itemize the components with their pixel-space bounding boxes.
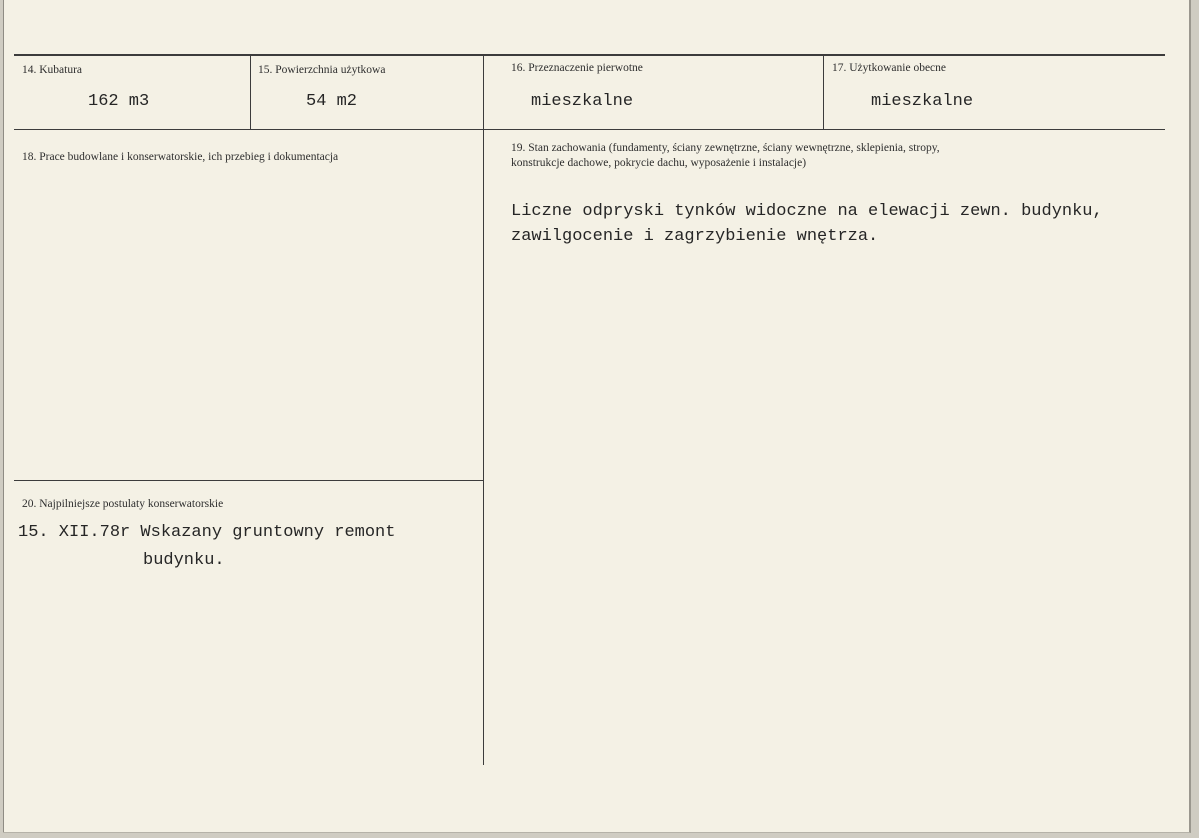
field-16-label: 16. Przeznaczenie pierwotne — [511, 62, 643, 74]
field-17-label: 17. Użytkowanie obecne — [832, 62, 947, 74]
field-19-label-line-2: konstrukcje dachowe, pokrycie dachu, wyposażenie i instalacje) — [511, 157, 807, 169]
field-14-label: 14. Kubatura — [22, 64, 83, 76]
row-divider-lower-left — [14, 480, 484, 481]
top-rule — [14, 54, 1165, 56]
field-17-value: mieszkalne — [871, 92, 974, 111]
field-19-text-line-2: zawilgocenie i zagrzybienie wnętrza. — [511, 227, 879, 246]
field-20-label: 20. Najpilniejsze postulaty konserwatorskie — [22, 498, 224, 510]
field-18-label: 18. Prace budowlane i konserwatorskie, ich przebieg i dokumentacja — [22, 151, 339, 163]
record-card — [3, 0, 1191, 833]
field-20-text-line-2: budynku. — [143, 551, 225, 570]
col-divider-16-17 — [823, 55, 824, 130]
field-20-text-line-1: 15. XII.78r Wskazany gruntowny remont — [18, 523, 396, 542]
field-14-value: 162 m3 — [88, 92, 150, 111]
field-16-value: mieszkalne — [531, 92, 634, 111]
row-divider-upper — [14, 129, 1165, 130]
col-divider-14-15 — [250, 55, 251, 130]
field-15-value: 54 m2 — [306, 92, 358, 111]
col-divider-main — [483, 55, 484, 765]
field-19-label-line-1: 19. Stan zachowania (fundamenty, ściany zewnętrzne, ściany wewnętrzne, sklepienia, stropy, — [511, 142, 940, 154]
field-19-text-line-1: Liczne odpryski tynków widoczne na elewacji zewn. budynku, — [511, 202, 1103, 221]
field-15-label: 15. Powierzchnia użytkowa — [258, 64, 386, 76]
